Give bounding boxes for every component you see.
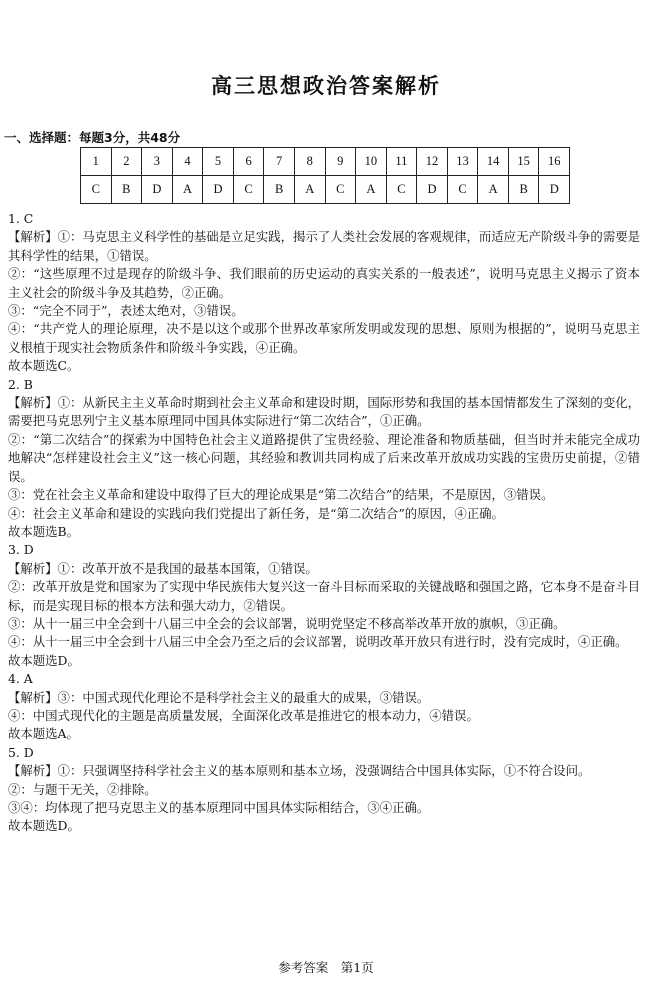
question-explanation — [8, 210, 640, 376]
answer-cell: D — [539, 176, 570, 204]
question-number-cell: 16 — [539, 148, 570, 176]
answer-cell: C — [447, 176, 478, 204]
answer-cell: B — [508, 176, 539, 204]
explanation-paragraph: ④：“共产党人的理论原理，决不是以这个或那个世界改革家所发明或发现的思想、原则为根据的”，说明马克思主义根植于现实社会物质条件和阶级斗争实践，④正确。 — [8, 321, 640, 355]
explanation-paragraph: ②：改革开放是党和国家为了实现中华民族伟大复兴这一奋斗目标而采取的关键战略和强国之路，它本身不是奋斗目标，而是实现目标的根本方法和强大动力，②错误。 — [8, 579, 640, 613]
explanation-paragraph: 故本题选D。 — [8, 818, 80, 834]
question-answer-heading: 4. A — [8, 671, 33, 687]
answer-cell: D — [417, 176, 448, 204]
question-number-cell: 10 — [356, 148, 387, 176]
explanation-paragraph: ④：社会主义革命和建设的实践向我们党提出了新任务，是“第二次结合”的原因，④正确。 — [8, 505, 504, 521]
explanation-paragraph: ②：“这些原理不过是现存的阶级斗争、我们眼前的历史运动的真实关系的一般表述”，说明马克思主义揭示了资本主义社会的阶级斗争及其趋势，②正确。 — [8, 266, 640, 300]
explanation-paragraph: 故本题选A。 — [8, 726, 79, 742]
explanation-paragraph: 【解析】①：从新民主主义革命时期到社会主义革命和建设时期，国际形势和我国的基本国情都发生了深刻的变化，需要把马克思列宁主义基本原理同中国具体实际进行“第二次结合”，①正确。 — [8, 395, 640, 429]
explanation-paragraph: ④：中国式现代化的主题是高质量发展，全面深化改革是推进它的根本动力，④错误。 — [8, 707, 479, 723]
question-number-cell: 4 — [172, 148, 203, 176]
explanation-paragraph: 故本题选D。 — [8, 652, 80, 668]
explanation-paragraph: 【解析】③：中国式现代化理论不是科学社会主义的最重大的成果，③错误。 — [8, 689, 430, 705]
answer-cell: C — [325, 176, 356, 204]
explanation-paragraph: 【解析】①：改革开放不是我国的最基本国策，①错误。 — [8, 560, 318, 576]
question-number-cell: 6 — [233, 148, 264, 176]
page-footer: 参考答案 第1页 — [278, 960, 374, 975]
question-number-cell: 13 — [447, 148, 478, 176]
answer-cell: B — [111, 176, 142, 204]
question-number-cell: 8 — [294, 148, 325, 176]
explanation-paragraph: 【解析】①：马克思主义科学性的基础是立足实践，揭示了人类社会发展的客观规律，而适应无产阶级斗争的需要是其科学性的结果，①错误。 — [8, 229, 640, 263]
explanation-paragraph: 故本题选B。 — [8, 523, 80, 539]
question-number-cell: 7 — [264, 148, 295, 176]
question-answer-heading: 2. B — [8, 376, 33, 392]
explanation-paragraph: ③：从十一届三中全会到十八届三中全会的会议部署，说明党坚定不移高举改革开放的旗帜，③正确。 — [8, 615, 566, 631]
answer-cell: C — [386, 176, 417, 204]
question-answer-heading: 5. D — [8, 744, 34, 760]
question-number-row — [81, 148, 570, 176]
question-number-cell: 5 — [203, 148, 234, 176]
question-number-cell: 1 — [81, 148, 112, 176]
question-explanation — [8, 376, 640, 542]
answer-cell: C — [233, 176, 264, 204]
answer-cell: D — [203, 176, 234, 204]
answer-cell: A — [294, 176, 325, 204]
question-number-cell: 15 — [508, 148, 539, 176]
answer-table — [80, 147, 570, 204]
section-heading: 一、选择题：每题3分，共48分 — [4, 130, 181, 145]
question-explanation — [8, 541, 640, 670]
answer-cell: B — [264, 176, 295, 204]
question-answer-heading: 1. C — [8, 211, 34, 226]
explanation-paragraph: ③④：均体现了把马克思主义的基本原理同中国具体实际相结合，③④正确。 — [8, 800, 430, 815]
question-explanation — [8, 744, 640, 836]
question-answer-heading: 3. D — [8, 542, 34, 558]
question-number-cell: 14 — [478, 148, 509, 176]
question-number-cell: 11 — [386, 148, 417, 176]
explanation-paragraph: ②：与题干无关，②排除。 — [8, 781, 157, 797]
answer-cell: C — [81, 176, 112, 204]
answer-cell: A — [478, 176, 509, 204]
explanation-paragraph: 故本题选C。 — [8, 358, 80, 374]
explanations — [8, 210, 640, 836]
answer-cell: A — [356, 176, 387, 204]
answer-row — [81, 176, 570, 204]
answer-cell: D — [142, 176, 173, 204]
question-number-cell: 12 — [417, 148, 448, 176]
explanation-paragraph: ④：从十一届三中全会到十八届三中全会乃至之后的会议部署，说明改革开放只有进行时，没有完成时，④正确。 — [8, 634, 628, 650]
question-explanation — [8, 670, 640, 744]
page-title: 高三思想政治答案解析 — [211, 74, 441, 98]
explanation-paragraph: ③：党在社会主义革命和建设中取得了巨大的理论成果是“第二次结合”的结果，不是原因，③错误。 — [8, 487, 554, 503]
question-number-cell: 9 — [325, 148, 356, 176]
question-number-cell: 3 — [142, 148, 173, 176]
question-number-cell: 2 — [111, 148, 142, 176]
answer-cell: A — [172, 176, 203, 204]
explanation-paragraph: 【解析】①：只强调坚持科学社会主义的基本原则和基本立场，没强调结合中国具体实际，①不符合设问。 — [8, 763, 591, 779]
explanation-paragraph: ②：“第二次结合”的探索为中国特色社会主义道路提供了宝贵经验、理论准备和物质基础，但当时并未能完全成功地解决“怎样建设社会主义”这一核心问题，其经验和教训共同构成了后来改革开放成功实践的宝贵历史前提，②错误。 — [8, 431, 640, 484]
explanation-paragraph: ③：“完全不同于”，表述太绝对，③错误。 — [8, 303, 244, 319]
